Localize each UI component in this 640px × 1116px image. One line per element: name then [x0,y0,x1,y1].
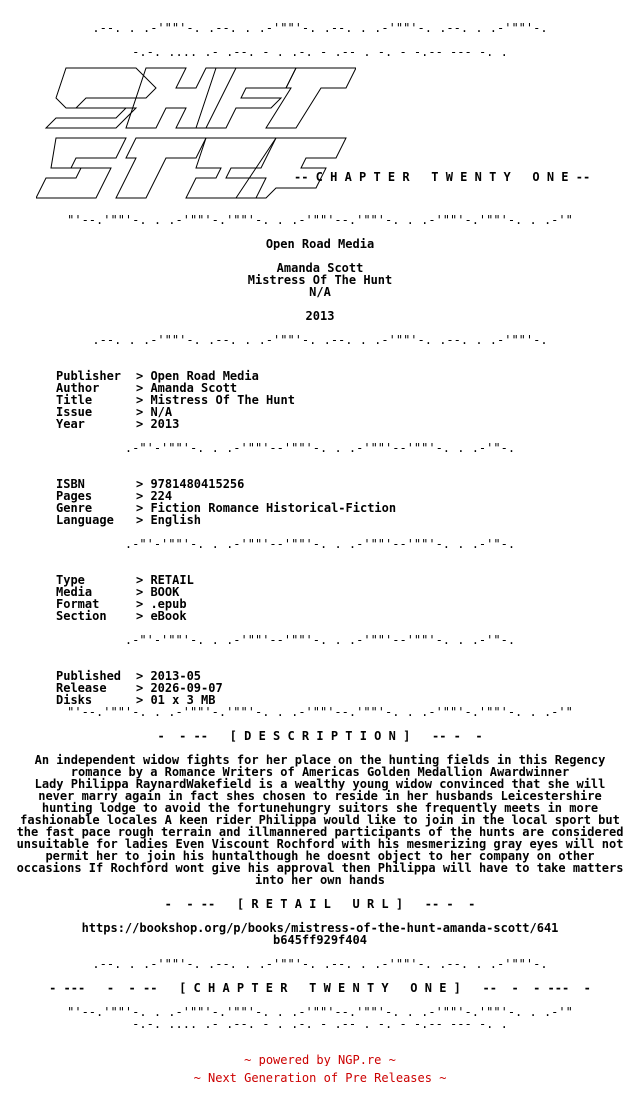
field-key: Issue [56,405,93,419]
field-row: ISBN > 9781480415256 [56,477,245,491]
summary-issue: N/A [309,286,331,298]
field-value: English [150,513,202,527]
field-row: Author > Amanda Scott [56,381,238,395]
field-key: Release [56,681,107,695]
field-row: Issue > N/A [56,405,173,419]
closing-wave: _.--._._.-'""'-._.--._._.-'""'-._.--._._.-'""'-._.--._._.-'""'-._ [85,958,555,970]
closing-morse-line: -.-. .... .- .--. - . .-. - .-- . -. - -.-- --- -. . [132,1018,508,1030]
field-value: 2026-09-07 [150,681,223,695]
field-row: Format > .epub [56,597,187,611]
field-row: Section > eBook [56,609,187,623]
field-key: Section [56,609,107,623]
field-value: BOOK [150,585,180,599]
field-key: Author [56,381,100,395]
nfo-document [0,22,640,1084]
field-row: Genre > Fiction Romance Historical-Fiction [56,501,397,515]
field-row: Publisher > Open Road Media [56,369,259,383]
description-heading: - - -- [ D E S C R I P T I O N ] -- - - [157,730,483,742]
closing-wave-2: "'--.'""'-._._.-'""'-.'""'-._._.-'""'--.'""'-._._.-'""'-.'""'-._._.-'" [67,1006,573,1018]
chapter-logo-art [36,58,356,214]
top-wave-divider: _.--._._.-'""'-._.--._._.-'""'-._.--._._.-'""'-._.--._._.-'""'-._ [85,22,555,34]
field-value: Mistress Of The Hunt [150,393,295,407]
retail-url-link[interactable]: https://bookshop.org/p/books/mistress-of-the-hunt-amanda-scott/641b645ff929f404 [81,921,559,947]
field-value: 01 x 3 MB [150,693,216,707]
field-value: Amanda Scott [150,381,238,395]
short-divider-2: _.-"'-'""'-._._.-'""'--'""'-._._.-'""'--'""'-._._.-'"-._ [117,538,523,550]
field-value: 224 [150,489,173,503]
field-key: Genre [56,501,93,515]
field-value: eBook [150,609,187,623]
description-block [0,754,640,886]
field-row: Published > 2013-05 [56,669,202,683]
field-value: 2013-05 [150,669,202,683]
field-row: Media > BOOK [56,585,180,599]
field-value: .epub [150,597,187,611]
field-key: Media [56,585,93,599]
field-group-3 [0,574,640,622]
footer-powered-by[interactable]: ~ powered by NGP.re ~ [244,1054,396,1066]
field-row: Pages > 224 [56,489,173,503]
field-key: Publisher [56,369,122,383]
closing-chapter-line: - --- - - -- [ C H A P T E R T W E N T Y O N E ] -- - - --- - [49,982,591,994]
wave-divider-3: "'--.'""'-._._.-'""'-.'""'-._._.-'""'--.'""'-._._.-'""'-.'""'-._._.-'" [67,706,573,718]
field-key: Pages [56,489,93,503]
field-value: N/A [150,405,173,419]
field-row: Release > 2026-09-07 [56,681,223,695]
wave-divider-2: _.--._._.-'""'-._.--._._.-'""'-._.--._._.-'""'-._.--._._.-'""'-._ [85,334,555,346]
field-row: Year > 2013 [56,417,180,431]
field-row: Type > RETAIL [56,573,194,587]
short-divider-3: _.-"'-'""'-._._.-'""'--'""'-._._.-'""'--'""'-._._.-'"-._ [117,634,523,646]
field-key: Format [56,597,100,611]
summary-title: Mistress Of The Hunt [247,274,393,286]
description-intro: An independent widow fights for her place on the hunting fields in this Regency romance by a Romance Writers of Americas Golden Medallion Awardwinner [34,753,606,779]
field-key: Type [56,573,85,587]
field-row: Disks > 01 x 3 MB [56,693,216,707]
footer-tagline: ~ Next Generation of Pre Releases ~ [193,1072,447,1084]
field-value: RETAIL [150,573,194,587]
field-value: 9781480415256 [150,477,245,491]
field-row: Language > English [56,513,202,527]
field-key: Disks [56,693,93,707]
field-value: Open Road Media [150,369,259,383]
short-divider-1: _.-"'-'""'-._._.-'""'--'""'-._._.-'""'--'""'-._._.-'"-._ [117,442,523,454]
retail-url-heading: - - -- [ R E T A I L U R L ] -- - - [164,898,476,910]
description-body: Lady Philippa RaynardWakefield is a wealthy young widow convinced that she will never marry again in fact shes chosen to reside in her husbands Leicestershire hunting lodge to avoid the fortunehungry suitors she frequently meets in more fashionable locales A keen rider Philippa would like to join in the local sport but the fast pace rough terrain and illmannered participants of the hunts are considered unsuitable for ladies Even Viscount Rochford with his mesmerizing gray eyes will not permit her to join his huntalthough he doesnt object to her company on other occasions If Rochford wont give his approval then Philippa will have to take matters into her own hands [16,777,624,887]
field-key: Published [56,669,122,683]
field-key: Year [56,417,85,431]
field-value: Fiction Romance Historical-Fiction [150,501,397,515]
ascii-logo [0,58,640,214]
field-group-2 [0,478,640,526]
field-group-4 [0,670,640,706]
field-key: Title [56,393,93,407]
summary-publisher: Open Road Media [265,238,375,250]
field-value: 2013 [150,417,180,431]
field-group-1 [0,370,640,430]
field-key: ISBN [56,477,85,491]
field-key: Language [56,513,114,527]
morse-line: -.-. .... .- .--. - . .-. - .-- . -. - -.-- --- -. . [132,46,508,58]
field-row: Title > Mistress Of The Hunt [56,393,295,407]
summary-author: Amanda Scott [276,262,364,274]
mid-wave-divider: "'--.'""'-._._.-'""'-.'""'-._._.-'""'--.'""'-._._.-'""'-.'""'-._._.-'" [67,214,573,226]
summary-year: 2013 [305,310,335,322]
chapter-tag: -- C H A P T E R T W E N T Y O N E -- [294,170,591,184]
